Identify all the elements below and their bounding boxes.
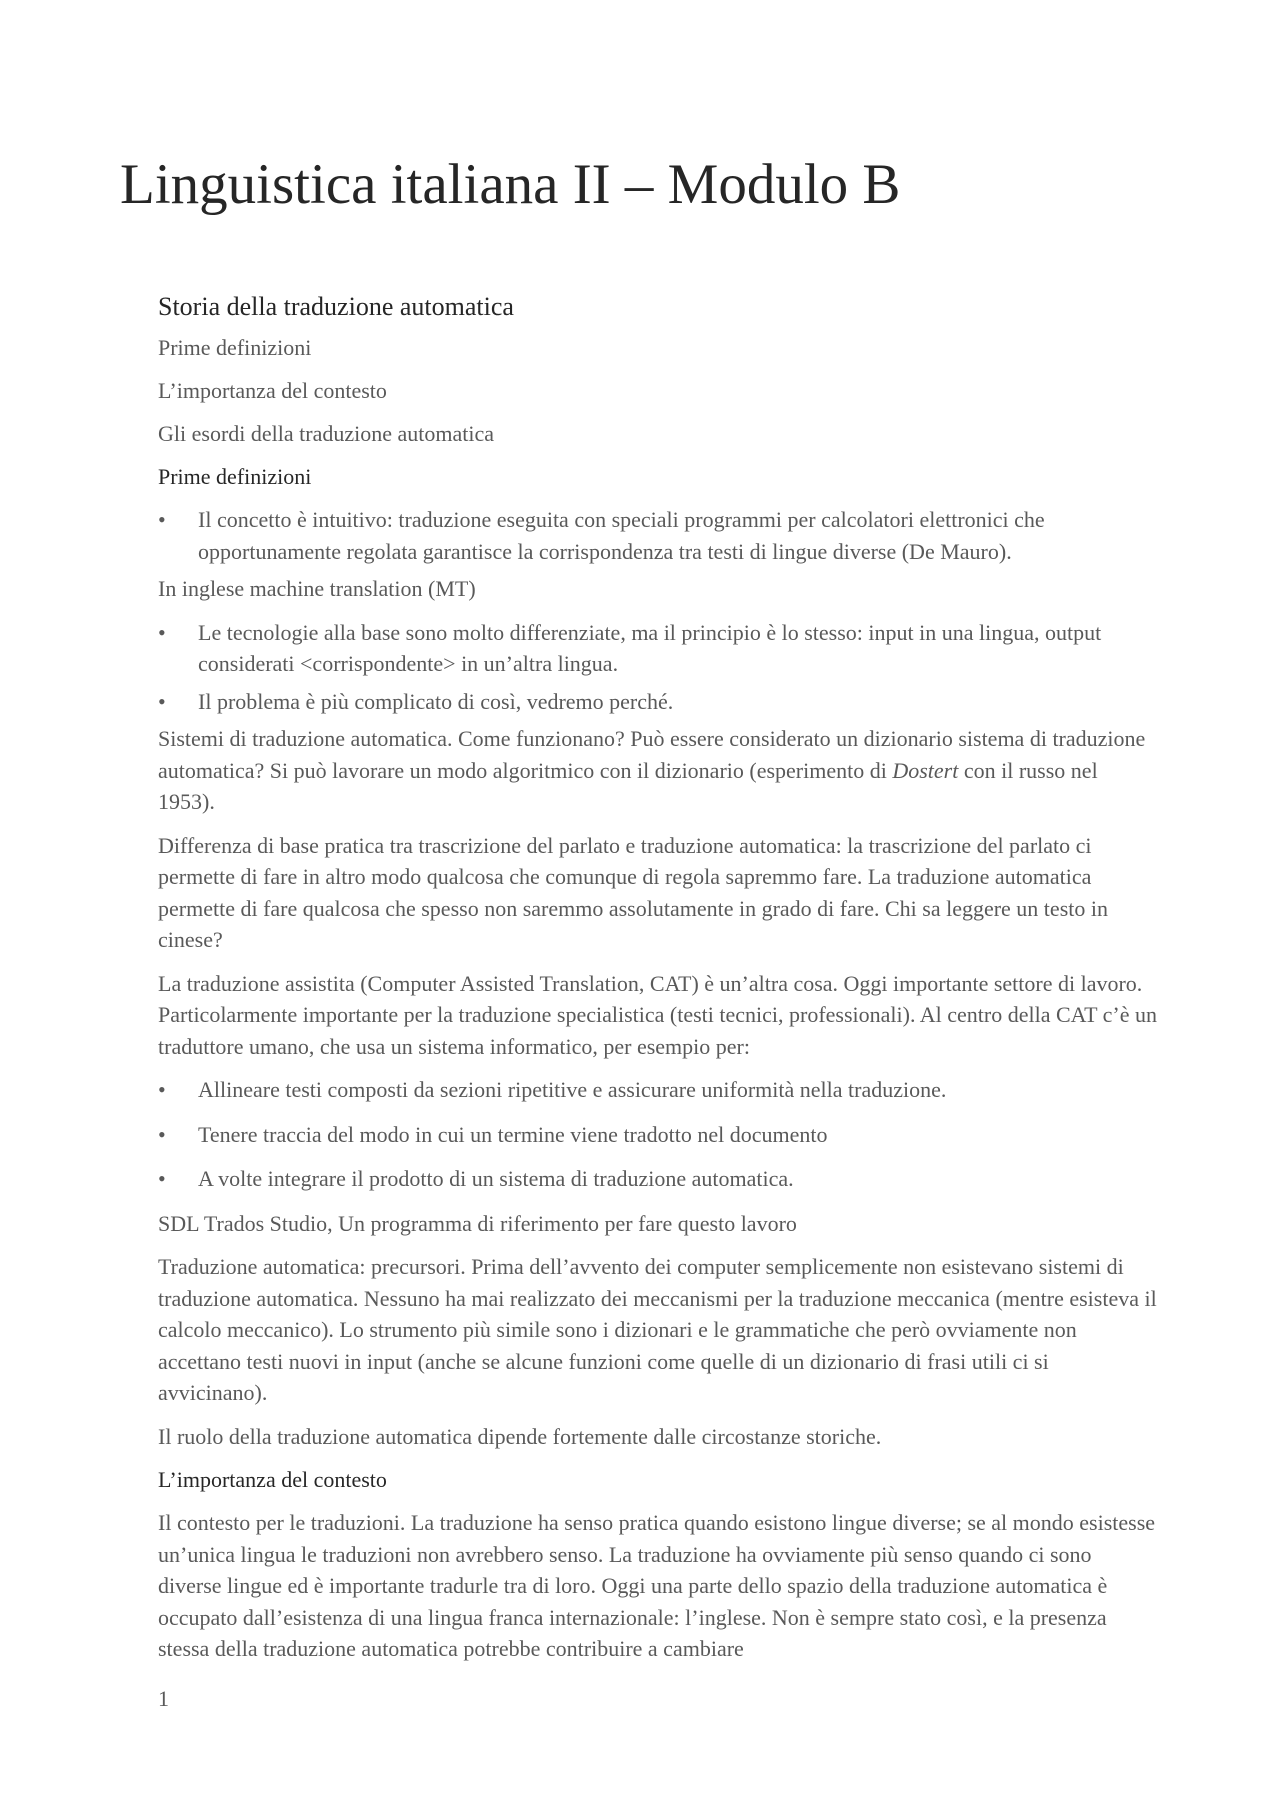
paragraph: Traduzione automatica: precursori. Prima dell’avvento dei computer semplicemente non esistevano sistemi di traduzione automatica. Nessuno ha mai realizzato dei meccanismi per la traduzione meccanica (mentre esisteva il calcolo meccanico). Lo strumento più simile sono i dizionari e le grammatiche che però ovviamente non accettano testi nuovi in input (anche se alcune funzioni come quelle di un dizionario di frasi utili ci si avvicinano).: [158, 1254, 1157, 1405]
bullet-dot: •: [158, 688, 166, 714]
bullet-dot: •: [158, 507, 166, 532]
paragraph-text: con il russo nel 1953).: [158, 757, 1098, 814]
bullet-item: [158, 504, 1158, 567]
toc-item: Gli esordi della traduzione automatica: [158, 421, 494, 446]
bullet-dot: •: [158, 1121, 166, 1147]
bullet-dot: •: [158, 619, 166, 645]
paragraph-text: Sistemi di traduzione automatica. Come funzionano? Può essere considerato un dizionario sistema di traduzione automatica? Si può lavorare un modo algoritmico con il dizionario (esperimento di: [158, 726, 1146, 783]
document-title: Linguistica italiana II – Modulo B: [120, 153, 901, 216]
subheading-contesto: L’importanza del contesto: [158, 1467, 387, 1492]
section-heading: Storia della traduzione automatica: [158, 292, 514, 321]
bullet-text: Il concetto è intuitivo: traduzione eseguita con speciali programmi per calcolatori elettronici che opportunamente regolata garantisce la corrispondenza tra testi di lingue diverse (De Mauro).: [198, 507, 1045, 564]
document-body: [158, 288, 1158, 1677]
paragraph: Differenza di base pratica tra trascrizione del parlato e traduzione automatica: la trascrizione del parlato ci permette di fare in altro modo qualcosa che comunque di regola sapremmo fare. La traduzione automatica permette di fare qualcosa che spesso non saremmo assolutamente in grado di fare. Chi sa leggere un testo in cinese?: [158, 832, 1108, 952]
paragraph: SDL Trados Studio, Un programma di riferimento per fare questo lavoro: [158, 1210, 797, 1236]
toc-item: Prime definizioni: [158, 335, 312, 360]
paragraph: La traduzione assistita (Computer Assisted Translation, CAT) è un’altra cosa. Oggi importante settore di lavoro. Particolarmente importante per la traduzione specialistica (testi tecnici, professionali). Al centro della CAT c’è un traduttore umano, che usa un sistema informatico, per esempio per:: [158, 970, 1158, 1059]
paragraph: [158, 723, 1158, 818]
bullet-text: Allineare testi composti da sezioni ripetitive e assicurare uniformità nella traduzione.: [198, 1077, 947, 1102]
toc-item: L’importanza del contesto: [158, 378, 387, 403]
page-number: 1: [158, 1686, 169, 1711]
bullet-item: [158, 686, 1158, 718]
bullet-item: [158, 1163, 1158, 1195]
bullet-text: Il problema è più complicato di così, vedremo perché.: [198, 688, 674, 714]
bullet-item: [158, 1119, 1158, 1151]
bullet-text: Tenere traccia del modo in cui un termine viene tradotto nel documento: [198, 1121, 828, 1147]
bullet-item: [158, 617, 1158, 680]
paragraph: Il ruolo della traduzione automatica dipende fortemente dalle circostanze storiche.: [158, 1423, 882, 1449]
bullet-text: Le tecnologie alla base sono molto differenziate, ma il principio è lo stesso: input in una lingua, output considerati <corrispondente> in un’altra lingua.: [198, 619, 1102, 676]
italic-name: Dostert: [892, 757, 959, 783]
paragraph: In inglese machine translation (MT): [158, 576, 476, 601]
bullet-dot: •: [158, 1077, 166, 1102]
bullet-item: [158, 1074, 1158, 1106]
bullet-dot: •: [158, 1166, 166, 1191]
bullet-text: A volte integrare il prodotto di un sistema di traduzione automatica.: [198, 1166, 794, 1191]
subheading-prime-definizioni: Prime definizioni: [158, 464, 312, 489]
paragraph: Il contesto per le traduzioni. La traduzione ha senso pratica quando esistono lingue diverse; se al mondo esistesse un’unica lingua le traduzioni non avrebbero senso. La traduzione ha ovviamente più senso quando ci sono diverse lingue ed è importante tradurle tra di loro. Oggi una parte dello spazio della traduzione automatica è occupato dall’esistenza di una lingua franca internazionale: l’inglese. Non è sempre stato così, e la presenza stessa della traduzione automatica potrebbe contribuire a cambiare: [158, 1510, 1156, 1661]
